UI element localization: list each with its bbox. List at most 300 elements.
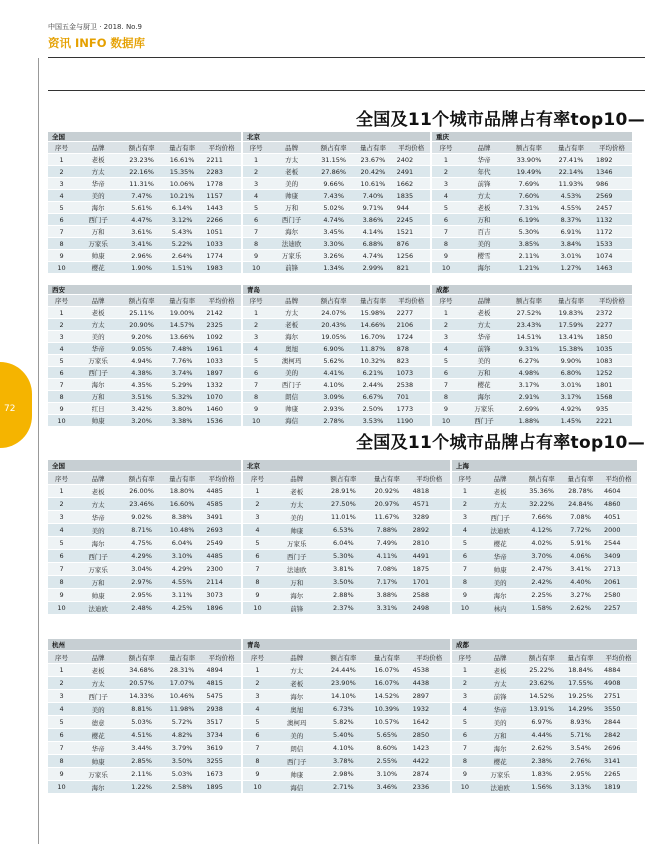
rank-cell: 5 [48,537,75,550]
table-row [243,238,430,250]
avg-price-cell: 1463 [592,262,632,274]
column-header: 品牌 [460,142,508,154]
brand-cell: 方太 [269,307,314,319]
avg-price-cell: 4908 [600,677,637,690]
column-header: 品牌 [272,651,322,664]
volume-share-cell: 4.55% [550,202,592,214]
volume-share-cell: 4.82% [162,729,203,742]
avg-price-cell: 1568 [592,391,632,403]
rank-cell: 4 [243,190,269,202]
volume-share-cell: 6.67% [353,391,392,403]
brand-cell: 西门子 [75,550,121,563]
table-row [452,550,637,563]
brand-cell: 西门子 [272,550,322,563]
column-header: 平均价格 [202,295,241,307]
brand-cell: 老板 [460,202,508,214]
table-row [48,343,241,355]
value-share-cell: 1.90% [121,262,162,274]
value-share-cell: 8.71% [121,524,162,537]
table-row [243,524,450,537]
avg-price-cell: 3491 [202,511,241,524]
avg-price-cell: 2336 [409,781,450,794]
volume-share-cell: 10.57% [365,716,408,729]
table-row [432,355,632,367]
value-share-cell: 7.69% [508,178,550,190]
share-table [243,142,430,273]
rank-cell: 3 [432,331,460,343]
volume-share-cell: 3.46% [365,781,408,794]
table-row [452,537,637,550]
rank-cell: 6 [243,367,269,379]
rank-cell: 7 [432,379,460,391]
brand-cell: 老板 [478,664,522,677]
volume-share-cell: 3.86% [353,214,392,226]
table-row [452,576,637,589]
brand-cell: 海尔 [272,690,322,703]
value-share-cell: 4.12% [522,524,561,537]
brand-cell: 万和 [460,367,508,379]
value-share-cell: 3.26% [314,250,353,262]
value-share-cell: 2.38% [522,755,561,768]
table-row [48,690,241,703]
rank-cell: 8 [243,238,269,250]
table-row [48,391,241,403]
table-row [452,664,637,677]
rank-cell: 4 [48,343,75,355]
avg-price-cell: 2549 [202,537,241,550]
table-row [432,214,632,226]
share-table [48,651,241,793]
rank-cell: 3 [48,178,75,190]
rank-cell: 3 [243,690,272,703]
avg-price-cell: 2265 [600,768,637,781]
table-row [432,331,632,343]
brand-cell: 方太 [272,498,322,511]
volume-share-cell: 17.59% [550,319,592,331]
value-share-cell: 4.94% [121,355,162,367]
avg-price-cell: 1801 [592,379,632,391]
table-row [432,178,632,190]
avg-price-cell: 4438 [409,677,450,690]
column-header: 平均价格 [592,295,632,307]
rank-cell: 6 [243,729,272,742]
rank-cell: 10 [243,602,272,615]
volume-share-cell: 3.17% [550,391,592,403]
value-share-cell: 9.05% [121,343,162,355]
rank-cell: 3 [48,690,75,703]
table-row [243,768,450,781]
volume-share-cell: 20.92% [365,485,408,498]
rank-cell: 1 [243,485,272,498]
brand-cell: 西门子 [75,690,121,703]
column-header: 量占有率 [550,142,592,154]
table-row [452,485,637,498]
volume-share-cell: 20.97% [365,498,408,511]
value-share-cell: 3.41% [121,238,162,250]
table-row [48,262,241,274]
brand-cell: 老板 [75,485,121,498]
table-row [432,391,632,403]
volume-share-cell: 11.67% [365,511,408,524]
table-row [243,563,450,576]
avg-price-cell: 935 [592,403,632,415]
volume-share-cell: 10.39% [365,703,408,716]
avg-price-cell: 1443 [202,202,241,214]
table-row [48,178,241,190]
brand-cell: 美的 [460,355,508,367]
column-header: 量占有率 [162,295,203,307]
avg-price-cell: 1897 [202,367,241,379]
avg-price-cell: 3073 [202,589,241,602]
volume-share-cell: 16.07% [365,677,408,690]
avg-price-cell: 1774 [202,250,241,262]
value-share-cell: 3.42% [121,403,162,415]
brand-cell: 海信 [269,415,314,427]
avg-price-cell: 1983 [202,262,241,274]
volume-share-cell: 28.31% [162,664,203,677]
value-share-cell: 14.51% [508,331,550,343]
table-row [243,716,450,729]
rank-cell: 9 [432,250,460,262]
table-row [48,319,241,331]
volume-share-cell: 4.11% [365,550,408,563]
volume-share-cell: 4.06% [561,550,600,563]
volume-share-cell: 3.01% [550,379,592,391]
brand-cell: 美的 [272,511,322,524]
avg-price-cell: 1701 [409,576,450,589]
brand-cell: 西门子 [460,415,508,427]
share-table [452,651,637,793]
value-share-cell: 5.61% [121,202,162,214]
rank-cell: 7 [243,563,272,576]
avg-price-cell: 1932 [409,703,450,716]
avg-price-cell: 2245 [393,214,430,226]
rank-cell: 8 [452,576,478,589]
avg-price-cell: 1033 [202,238,241,250]
value-share-cell: 2.48% [121,602,162,615]
rank-cell: 5 [452,716,478,729]
value-share-cell: 3.44% [121,742,162,755]
rank-cell: 7 [243,379,269,391]
avg-price-cell: 944 [393,202,430,214]
table-row [48,550,241,563]
table-row [48,602,241,615]
volume-share-cell: 3.54% [561,742,600,755]
avg-price-cell: 3550 [600,703,637,716]
value-share-cell: 4.10% [314,379,353,391]
table-row [243,379,430,391]
volume-share-cell: 5.29% [162,379,203,391]
table-row [243,550,450,563]
avg-price-cell: 4604 [600,485,637,498]
rank-cell: 1 [48,664,75,677]
table-row [243,602,450,615]
avg-price-cell: 1662 [393,178,430,190]
avg-price-cell: 2588 [409,589,450,602]
table-row [243,729,450,742]
volume-share-cell: 3.84% [550,238,592,250]
avg-price-cell: 4538 [409,664,450,677]
avg-price-cell: 1642 [409,716,450,729]
rank-cell: 2 [243,319,269,331]
column-header: 品牌 [75,472,121,485]
city-table [48,460,241,614]
value-share-cell: 23.46% [121,498,162,511]
avg-price-cell: 1533 [592,238,632,250]
rank-cell: 5 [243,355,269,367]
avg-price-cell: 878 [393,343,430,355]
column-header: 序号 [243,142,269,154]
brand-cell: 华帝 [75,178,121,190]
table-row [243,690,450,703]
value-share-cell: 11.31% [121,178,162,190]
avg-price-cell: 1033 [202,355,241,367]
brand-cell: 海尔 [460,262,508,274]
rank-cell: 7 [432,226,460,238]
city-table [243,460,450,614]
value-share-cell: 23.43% [508,319,550,331]
volume-share-cell: 15.35% [162,166,203,178]
avg-price-cell: 4491 [409,550,450,563]
rank-cell: 6 [432,214,460,226]
table-row [452,524,637,537]
volume-share-cell: 5.72% [162,716,203,729]
volume-share-cell: 4.14% [353,226,392,238]
city-table [452,460,637,614]
value-share-cell: 14.52% [522,690,561,703]
column-header: 序号 [452,651,478,664]
rank-cell: 3 [243,511,272,524]
rank-cell: 7 [48,226,75,238]
volume-share-cell: 5.43% [162,226,203,238]
column-header: 额占有率 [322,651,365,664]
volume-share-cell: 10.32% [353,355,392,367]
rank-cell: 6 [48,729,75,742]
rank-cell: 3 [48,331,75,343]
table-row [243,190,430,202]
brand-cell: 老板 [272,485,322,498]
value-share-cell: 27.50% [322,498,365,511]
avg-price-cell: 3517 [202,716,241,729]
city-table [243,639,450,793]
volume-share-cell: 5.22% [162,238,203,250]
brand-cell: 万家乐 [272,537,322,550]
volume-share-cell: 9.90% [550,355,592,367]
rank-cell: 4 [243,703,272,716]
rank-cell: 3 [243,331,269,343]
city-name: 北京 [243,132,430,142]
column-header: 品牌 [269,295,314,307]
brand-cell: 美的 [75,524,121,537]
volume-share-cell: 2.99% [353,262,392,274]
volume-share-cell: 19.25% [561,690,600,703]
column-header: 量占有率 [162,142,203,154]
volume-share-cell: 24.84% [561,498,600,511]
rank-cell: 8 [48,391,75,403]
value-share-cell: 5.30% [508,226,550,238]
city-name: 北京 [243,460,450,472]
avg-price-cell: 1724 [393,331,430,343]
rank-cell: 5 [243,716,272,729]
volume-share-cell: 17.55% [561,677,600,690]
rank-cell: 9 [243,768,272,781]
volume-share-cell: 3.41% [561,563,600,576]
volume-share-cell: 27.41% [550,154,592,166]
volume-share-cell: 1.27% [550,262,592,274]
table-row [452,498,637,511]
table-row [48,190,241,202]
volume-share-cell: 14.29% [561,703,600,716]
volume-share-cell: 3.31% [365,602,408,615]
value-share-cell: 4.75% [121,537,162,550]
avg-price-cell: 2283 [202,166,241,178]
value-share-cell: 2.62% [522,742,561,755]
rank-cell: 9 [452,768,478,781]
volume-share-cell: 1.45% [550,415,592,427]
column-header: 品牌 [272,472,322,485]
value-share-cell: 3.50% [322,576,365,589]
avg-price-cell: 1070 [202,391,241,403]
value-share-cell: 8.81% [121,703,162,716]
value-share-cell: 6.97% [522,716,561,729]
value-share-cell: 2.42% [522,576,561,589]
brand-cell: 百吉 [460,226,508,238]
column-header: 品牌 [269,142,314,154]
avg-price-cell: 3619 [202,742,241,755]
brand-cell: 前锋 [272,602,322,615]
brand-cell: 老板 [272,677,322,690]
value-share-cell: 1.22% [121,781,162,794]
value-share-cell: 4.41% [314,367,353,379]
brand-cell: 朗信 [269,391,314,403]
rank-cell: 2 [48,498,75,511]
volume-share-cell: 10.61% [353,178,392,190]
value-share-cell: 2.47% [522,563,561,576]
rank-cell: 9 [432,403,460,415]
volume-share-cell: 5.03% [162,768,203,781]
avg-price-cell: 1157 [202,190,241,202]
brand-cell: 海信 [272,781,322,794]
avg-price-cell: 1132 [592,214,632,226]
value-share-cell: 2.11% [508,250,550,262]
avg-price-cell: 2892 [409,524,450,537]
avg-price-cell: 2114 [202,576,241,589]
volume-share-cell: 7.72% [561,524,600,537]
rank-cell: 4 [432,343,460,355]
avg-price-cell: 1892 [592,154,632,166]
value-share-cell: 2.11% [121,768,162,781]
volume-share-cell: 3.12% [162,214,203,226]
column-header: 平均价格 [600,472,637,485]
avg-price-cell: 2897 [409,690,450,703]
table-row [452,768,637,781]
table-row [48,355,241,367]
section-header: 资讯 INFO 数据库 [48,36,146,50]
brand-cell: 万家乐 [75,238,121,250]
value-share-cell: 5.02% [314,202,353,214]
rank-cell: 1 [243,307,269,319]
avg-price-cell: 1819 [600,781,637,794]
city-table [243,285,430,426]
brand-cell: 方太 [460,319,508,331]
table-row [243,214,430,226]
table-row [243,677,450,690]
value-share-cell: 25.11% [121,307,162,319]
value-share-cell: 6.04% [322,537,365,550]
volume-share-cell: 19.00% [162,307,203,319]
volume-share-cell: 4.53% [550,190,592,202]
volume-share-cell: 3.13% [561,781,600,794]
value-share-cell: 2.93% [314,403,353,415]
column-header: 额占有率 [522,651,561,664]
volume-share-cell: 2.55% [365,755,408,768]
rank-cell: 1 [48,154,75,166]
table-row [48,576,241,589]
volume-share-cell: 7.76% [162,355,203,367]
table-row [48,664,241,677]
volume-share-cell: 5.32% [162,391,203,403]
value-share-cell: 5.62% [314,355,353,367]
avg-price-cell: 1172 [592,226,632,238]
table-row [243,355,430,367]
avg-price-cell: 2498 [409,602,450,615]
table-row [243,166,430,178]
table-row [452,755,637,768]
volume-share-cell: 3.10% [162,550,203,563]
avg-price-cell: 2874 [409,768,450,781]
value-share-cell: 32.22% [522,498,561,511]
brand-cell: 老板 [269,319,314,331]
table-row [432,343,632,355]
margin-line [38,58,39,844]
brand-cell: 方太 [269,154,314,166]
brand-cell: 林内 [478,602,522,615]
value-share-cell: 34.68% [121,664,162,677]
rank-cell: 8 [452,755,478,768]
table-row [48,214,241,226]
avg-price-cell: 2491 [393,166,430,178]
column-header: 平均价格 [393,142,430,154]
value-share-cell: 11.01% [322,511,365,524]
table-row [48,379,241,391]
table-row [243,755,450,768]
avg-price-cell: 3141 [600,755,637,768]
rank-cell: 2 [48,319,75,331]
volume-share-cell: 2.95% [561,768,600,781]
value-share-cell: 2.85% [121,755,162,768]
volume-share-cell: 3.88% [365,589,408,602]
rank-cell: 5 [243,202,269,214]
value-share-cell: 3.61% [121,226,162,238]
value-share-cell: 2.71% [322,781,365,794]
brand-cell: 方太 [75,319,121,331]
rank-cell: 1 [432,154,460,166]
volume-share-cell: 3.80% [162,403,203,415]
rank-cell: 9 [48,250,75,262]
value-share-cell: 4.10% [322,742,365,755]
avg-price-cell: 1083 [592,355,632,367]
brand-cell: 万家乐 [478,768,522,781]
volume-share-cell: 8.60% [365,742,408,755]
rank-cell: 5 [243,537,272,550]
avg-price-cell: 1460 [202,403,241,415]
rank-cell: 2 [48,166,75,178]
volume-share-cell: 7.08% [561,511,600,524]
avg-price-cell: 2402 [393,154,430,166]
value-share-cell: 3.70% [522,550,561,563]
column-header: 品牌 [75,651,121,664]
value-share-cell: 20.90% [121,319,162,331]
